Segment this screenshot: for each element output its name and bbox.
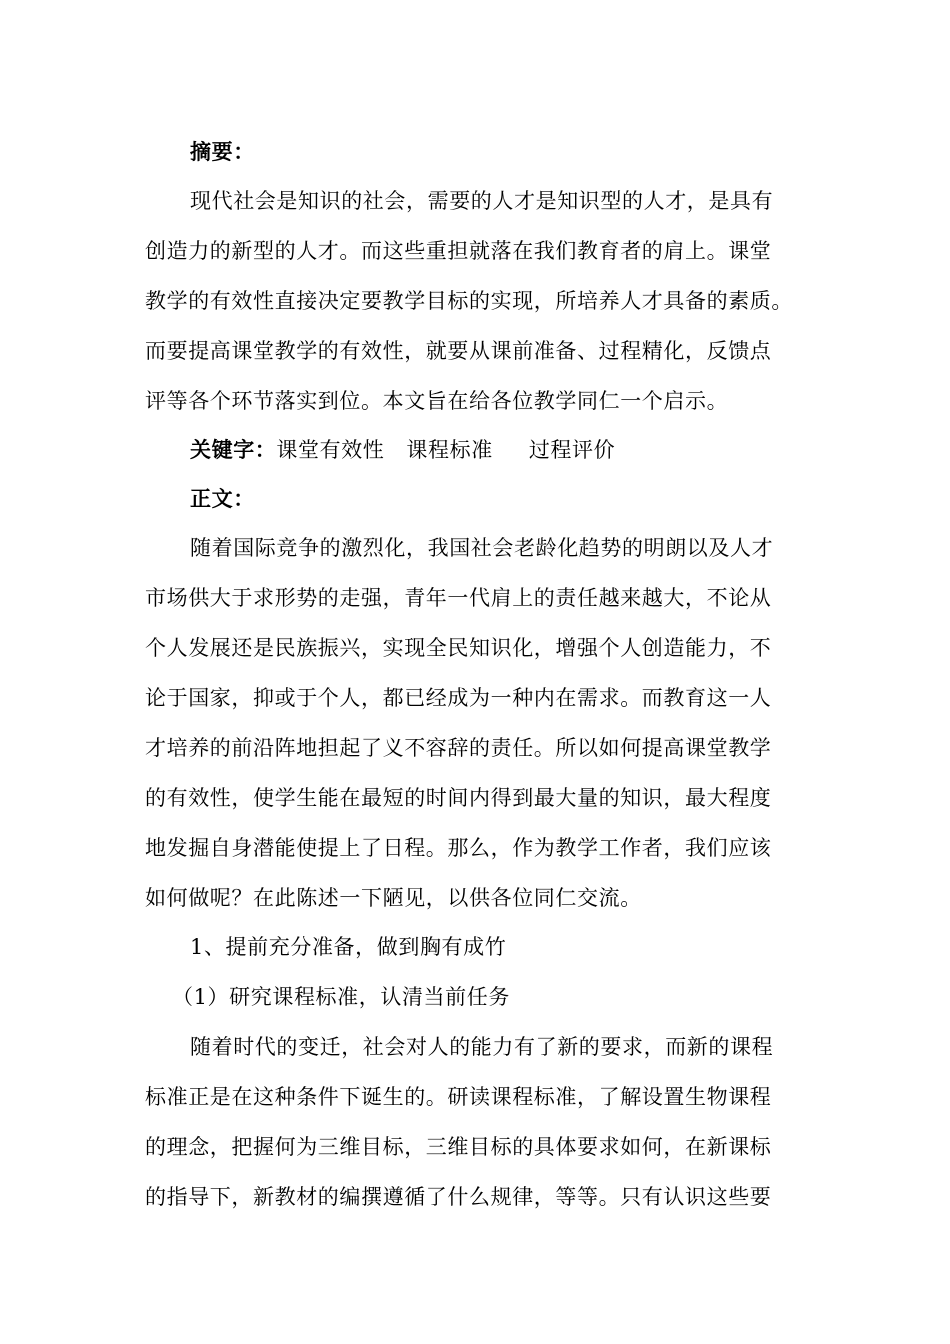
- body-line: 个人发展还是民族振兴，实现全民知识化，增强个人创造能力，不: [145, 636, 772, 660]
- body-heading: 正文：: [190, 487, 255, 511]
- body-line: 地发掘自身潜能使提上了日程。那么，作为教学工作者，我们应该: [145, 836, 772, 860]
- abstract-line: 而要提高课堂教学的有效性，就要从课前准备、过程精化，反馈点: [145, 339, 772, 363]
- abstract-line: 评等各个环节落实到位。本文旨在给各位教学同仁一个启示。: [145, 389, 729, 413]
- body-line: 才培养的前沿阵地担起了义不容辞的责任。所以如何提高课堂教学: [145, 736, 772, 760]
- abstract-line: 现代社会是知识的社会，需要的人才是知识型的人才，是具有: [190, 189, 774, 213]
- body-line: 随着国际竞争的激烈化，我国社会老龄化趋势的明朗以及人才: [190, 536, 774, 560]
- body-line: 的有效性，使学生能在最短的时间内得到最大量的知识，最大程度: [145, 786, 772, 810]
- body-line: 标准正是在这种条件下诞生的。研读课程标准，了解设置生物课程: [145, 1085, 772, 1109]
- keyword-item: 课堂有效性: [276, 438, 385, 462]
- keywords-line: [190, 435, 615, 465]
- abstract-line: 教学的有效性直接决定要教学目标的实现，所培养人才具备的素质。: [145, 289, 793, 313]
- body-line: 的指导下，新教材的编撰遵循了什么规律，等等。只有认识这些要: [145, 1185, 772, 1209]
- keyword-item: 课程标准: [406, 438, 493, 462]
- abstract-heading: 摘要：: [190, 140, 255, 164]
- body-line: 论于国家，抑或于个人，都已经成为一种内在需求。而教育这一人: [145, 686, 772, 710]
- keywords-label: 关键字：: [190, 438, 277, 462]
- body-line: 随着时代的变迁，社会对人的能力有了新的要求，而新的课程: [190, 1035, 774, 1059]
- keyword-item: 过程评价: [528, 438, 616, 462]
- body-line: 的理念，把握何为三维目标，三维目标的具体要求如何，在新课标: [145, 1135, 772, 1159]
- section-title: 1、提前充分准备，做到胸有成竹: [190, 935, 507, 959]
- body-line: 如何做呢？在此陈述一下陋见，以供各位同仁交流。: [145, 886, 642, 910]
- body-line: 市场供大于求形势的走强，青年一代肩上的责任越来越大，不论从: [145, 586, 772, 610]
- abstract-line: 创造力的新型的人才。而这些重担就落在我们教育者的肩上。课堂: [145, 239, 772, 263]
- subsection-title: （1）研究课程标准，认清当前任务: [172, 985, 510, 1009]
